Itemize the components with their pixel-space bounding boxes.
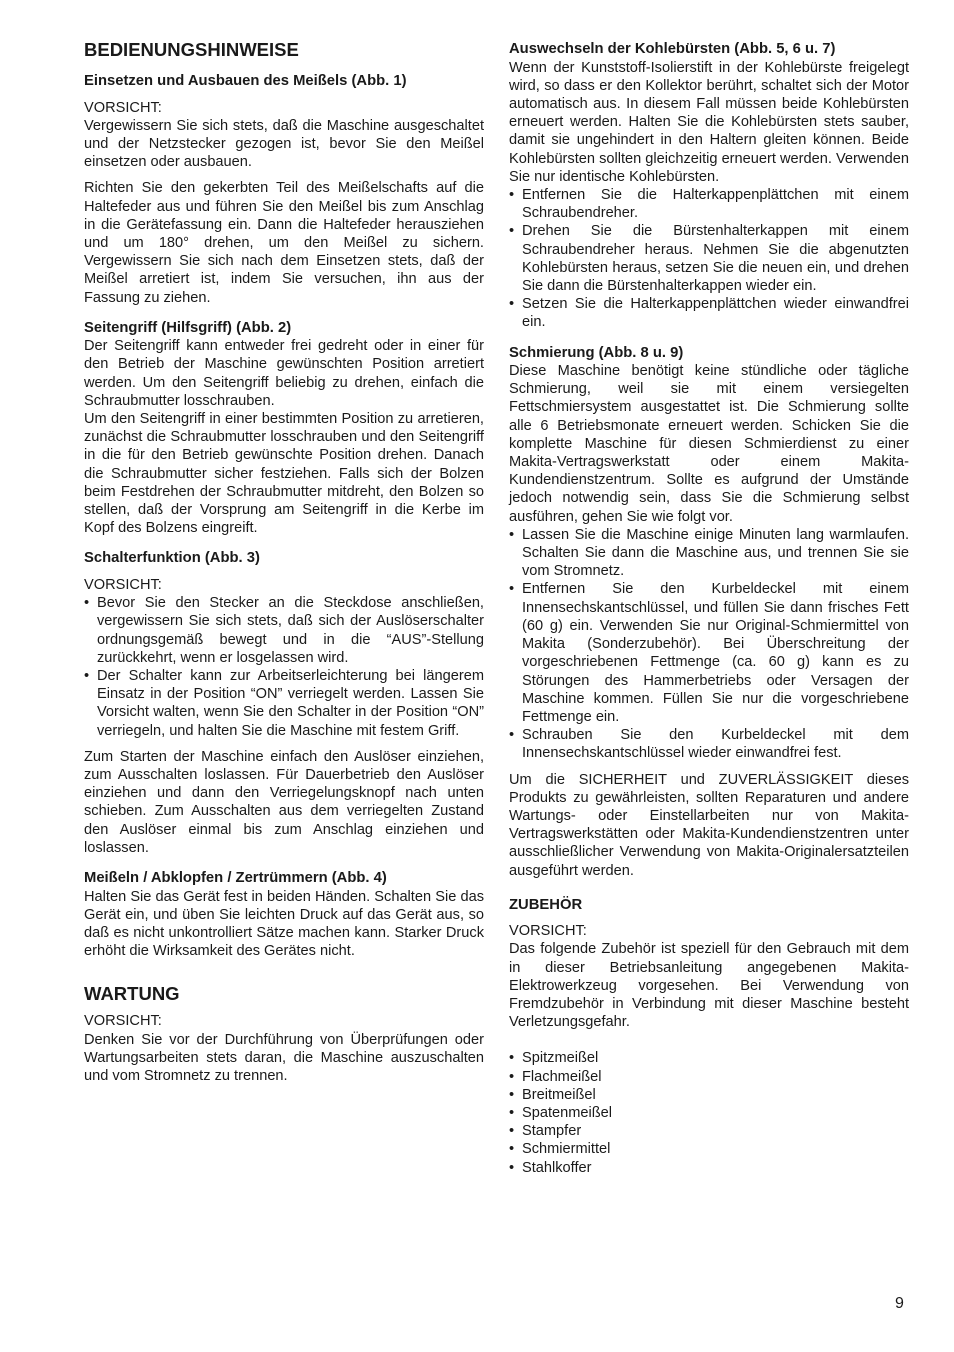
list-item: • Der Schalter kann zur Arbeitserleichterung bei längerem Einsatz in der Position “ON” verriegelt werden. Lassen Sie Vorsicht walten, wenn Sie den Schalter in der Position “ON” verriegeln, und halten Sie die Maschine mit festem Griff.	[84, 667, 484, 740]
list-item: • Drehen Sie die Bürstenhalterkappen mit einem Schraubendreher heraus. Nehmen Sie die abgenutzten Kohlebürsten heraus, setzen Sie die neuen ein, und drehen Sie dann die Bürstenhalterkappen wieder ein.	[509, 222, 909, 295]
caution-label: VORSICHT:	[509, 923, 587, 940]
bullet-list	[84, 594, 484, 740]
page-number: 9	[895, 1295, 904, 1312]
caution-label: VORSICHT:	[84, 576, 162, 593]
list-item: • Flachmeißel	[509, 1068, 909, 1086]
section-title-chisel: Einsetzen und Ausbauen des Meißels (Abb. 1)	[84, 73, 407, 89]
maintenance-heading: WARTUNG	[84, 983, 180, 1005]
section-title-chiseling: Meißeln / Abklopfen / Zertrümmern (Abb. 4)	[84, 870, 387, 887]
section-title-side-grip: Seitengriff (Hilfsgriff) (Abb. 2)	[84, 319, 292, 336]
section-body: Halten Sie das Gerät fest in beiden Händen. Schalten Sie das Gerät ein, und üben Sie leichten Druck auf das Gerät aus, so daß es nicht unkontrolliert Sätze machen kann. Starker Druck erhöht die Wirksamkeit des Gerätes nicht.	[84, 888, 484, 960]
list-item: • Spitzmeißel	[509, 1049, 909, 1067]
section-title-carbon-brushes: Auswechseln der Kohlebürsten (Abb. 5, 6 u. 7)	[509, 41, 836, 57]
section-body: Wenn der Kunststoff-Isolierstift in der Kohlebürste freigelegt wird, so dass er den Kollektor berührt, schaltet sich der Motor automatisch aus. In diesem Fall müssen beide Kohlebürsten erneuert werden. Halten Sie die Kohlebürsten stets sauber, damit sie ungehindert in den Haltern gleiten können. Beide Kohlebürsten sollten gleichzeitig erneuert werden. Verwenden Sie nur identische Kohlebürsten.	[509, 59, 909, 185]
bullet-list	[509, 186, 909, 332]
caution-text: Das folgende Zubehör ist speziell für den Gebrauch mit dem in dieser Betriebsanleitung angegebenen Makita-Elektrowerkzeug vorgesehen. Bei Verwendung von Fremdzubehör in Verbindung mit dieser Maschine besteht Verletzungsgefahr.	[509, 941, 909, 1031]
list-item: • Schmiermittel	[509, 1140, 909, 1158]
section-body: Diese Maschine benötigt keine stündliche oder tägliche Schmierung, weil sie mit einem versiegelten Fettschmiersystem ausgestattet ist. Die Schmierung sollte alle 6 Betriebsmonate erneuert werden. Schicken Sie die komplette Maschine für diesen Schmierdienst zu einer Makita-Vertragswerkstatt oder einem Makita-Kundendienstzentrum. Sollte es aufgrund der Umstände jedoch notwendig sein, dass Sie die Schmierung selbst ausführen, gehen Sie wie folgt vor.	[509, 363, 909, 525]
section-body: Richten Sie den gekerbten Teil des Meißelschafts auf die Haltefeder aus und führen Sie den Meißel bis zum Anschlag in die Gerätefassung ein. Dann die Haltefeder herausziehen und um 180° drehen, um den Meißel zu sichern. Vergewissern Sie sich nach dem Einsetzen stets, daß der Meißel arretiert ist, indem Sie versuchen, ihn aus der Fassung zu ziehen.	[84, 180, 484, 306]
section-body: Zum Starten der Maschine einfach den Auslöser einziehen, zum Ausschalten loslassen. Für Dauerbetrieb den Auslöser einziehen und dann den Verriegelungsknopf nach unten schieben. Zum Ausschalten aus dem verriegelten Zustand den Auslöser einmal bis zum Anschlag einziehen und loslassen.	[84, 748, 484, 856]
section-body: Um die SICHERHEIT und ZUVERLÄSSIGKEIT dieses Produkts zu gewährleisten, sollten Reparaturen und andere Wartungs- oder Einstellarbeiten nur von Makita-Vertragswerkstätten oder Makita-Kundendienstzentren unter ausschließlicher Verwendung von Makita-Originalersatzteilen ausgeführt werden.	[509, 771, 909, 879]
list-item: • Lassen Sie die Maschine einige Minuten lang warmlaufen. Schalten Sie dann die Maschine aus, und trennen Sie sie vom Stromnetz.	[509, 526, 909, 581]
list-item: • Stampfer	[509, 1122, 909, 1140]
section-body: Um den Seitengriff in einer bestimmten Position zu arretieren, zunächst die Schraubmutter losschrauben und den Seitengriff in die für den Betrieb gewünschte Position drehen. Danach die Schraubmutter sicher festziehen. Falls sich der Bolzen beim Festdrehen der Schraubmutter mitdreht, den Bolzen so stellen, daß der Vorsprung am Seitengriff in die Kerbe im Kopf des Bolzens eingreift.	[84, 411, 484, 537]
list-item: • Spatenmeißel	[509, 1104, 909, 1122]
accessories-list	[509, 1049, 909, 1176]
list-item: • Bevor Sie den Stecker an die Steckdose anschließen, vergewissern Sie sich stets, daß sich der Auslöserschalter ordnungsgemäß bewegt und in die “AUS”-Stellung zurückkehrt, wenn er losgelassen wird.	[84, 594, 484, 667]
left-column	[84, 38, 484, 1085]
section-title-switch: Schalterfunktion (Abb. 3)	[84, 550, 260, 567]
list-item: • Stahlkoffer	[509, 1159, 909, 1177]
bullet-list	[509, 526, 909, 763]
caution-text: Vergewissern Sie sich stets, daß die Maschine ausgeschaltet und der Netzstecker gezogen ist, bevor Sie den Meißel einsetzen oder ausbauen.	[84, 117, 484, 171]
list-item: • Setzen Sie die Halterkappenplättchen wieder einwandfrei ein.	[509, 295, 909, 331]
section-title-lubrication: Schmierung (Abb. 8 u. 9)	[509, 344, 684, 361]
main-heading: BEDIENUNGSHINWEISE	[84, 39, 299, 60]
caution-label: VORSICHT:	[84, 99, 162, 116]
caution-label: VORSICHT:	[84, 1013, 162, 1030]
list-item: • Entfernen Sie die Halterkappenplättchen mit einem Schraubendreher.	[509, 186, 909, 222]
list-item: • Entfernen Sie den Kurbeldeckel mit einem Innensechskantschlüssel, und füllen Sie dann frisches Fett (60 g) ein. Verwenden Sie nur Original-Schmiermittel von Makita (Sonderzubehör). Bei Überschreitung der vorgeschriebenen Fettmenge (ca. 60 g) kann es zu Störungen des Hammerbetriebs oder Versagen der Maschine kommen. Füllen Sie nur die vorgeschriebene Fettmenge ein.	[509, 580, 909, 726]
list-item: • Schrauben Sie den Kurbeldeckel mit dem Innensechskantschlüssel wieder einwandfrei fest.	[509, 726, 909, 762]
section-body: Der Seitengriff kann entweder frei gedreht oder in einer für den Betrieb der Maschine gewünschten Position arretiert werden. Um den Seitengriff beliebig zu drehen, einfach die Schraubmutter losschrauben.	[84, 338, 484, 409]
list-item: • Breitmeißel	[509, 1086, 909, 1104]
caution-text: Denken Sie vor der Durchführung von Überprüfungen oder Wartungsarbeiten stets daran, die Maschine auszuschalten und vom Stromnetz zu trennen.	[84, 1031, 484, 1084]
right-column	[509, 38, 909, 1177]
accessories-heading: ZUBEHÖR	[509, 896, 583, 913]
